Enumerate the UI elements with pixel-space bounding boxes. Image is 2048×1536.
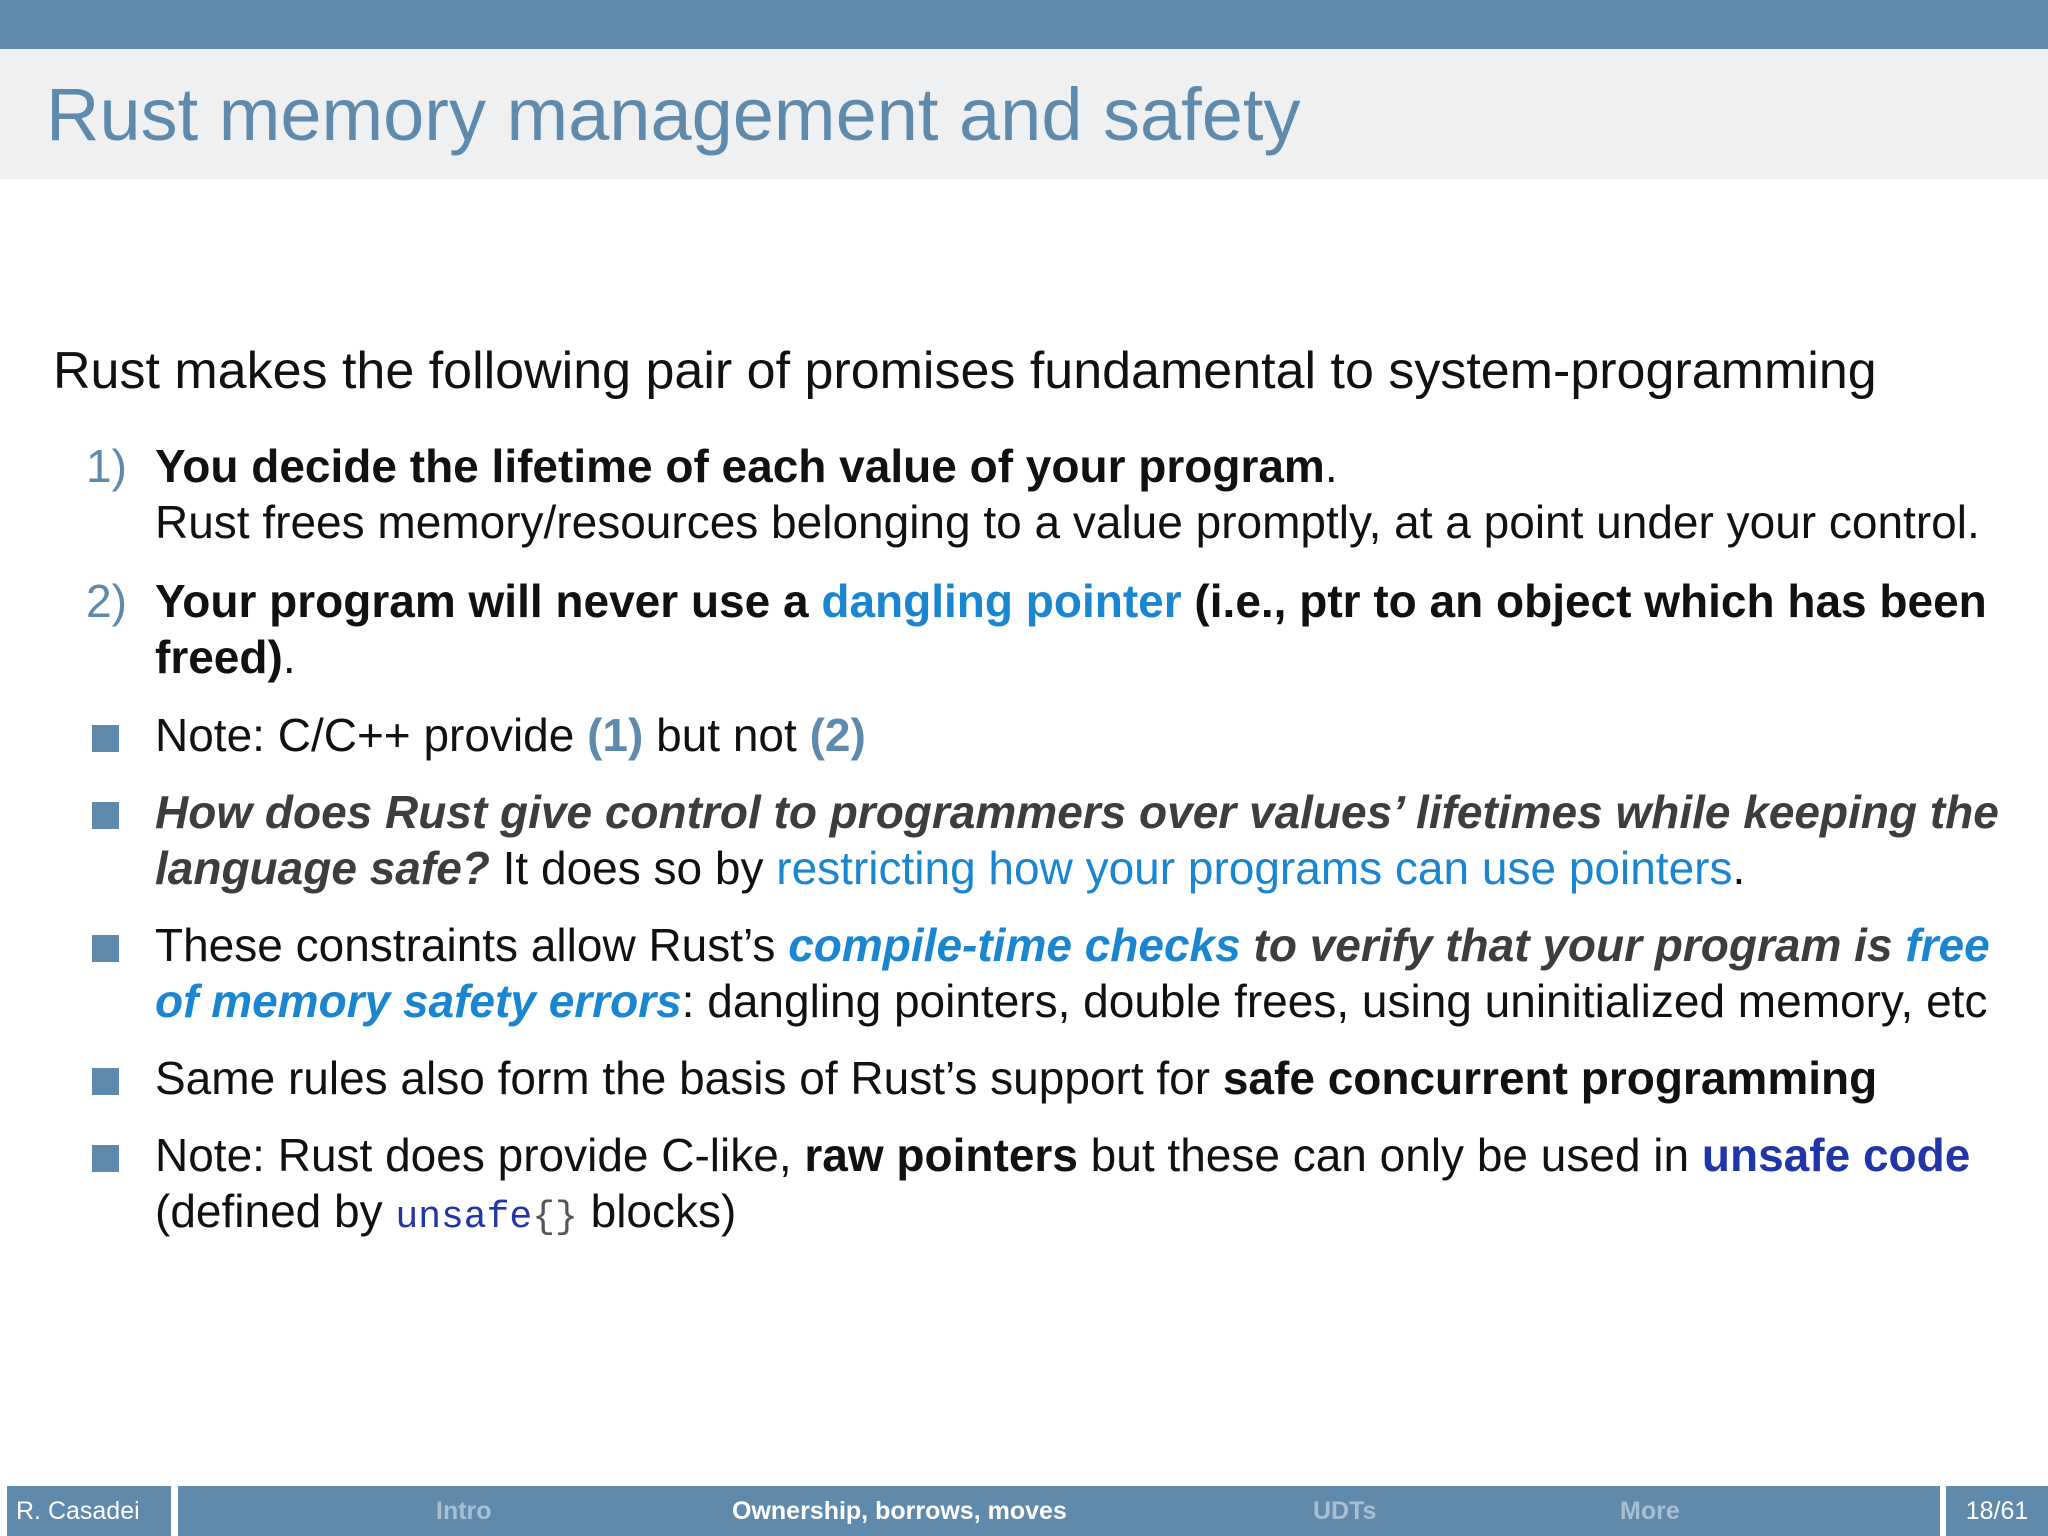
bullet-square-icon [92, 935, 119, 962]
nav-section-intro[interactable]: Intro [436, 1497, 492, 1525]
item-text [155, 1050, 2015, 1106]
highlight: free of memory safety errors [155, 919, 1990, 1027]
text-run: These constraints allow Rust’s [155, 919, 789, 971]
item-text [155, 1127, 2015, 1246]
emphasis: to verify that your program is [1240, 919, 1906, 971]
text-run: Note: Rust does provide C-like, [155, 1129, 805, 1181]
bullet-square-icon [92, 1145, 119, 1172]
page-number: 18/61 [1946, 1486, 2048, 1536]
reference: (2) [809, 709, 866, 761]
item-number: 2) [86, 575, 127, 627]
bullet-square-icon [92, 802, 119, 829]
top-band [0, 0, 2048, 49]
nav-section-more[interactable]: More [1620, 1497, 1680, 1525]
text-run: blocks) [577, 1185, 737, 1237]
text-run: : dangling pointers, double frees, using uninitialized memory, etc [681, 975, 1988, 1027]
highlight: restricting how your programs can use pointers [776, 842, 1733, 894]
text-run: . [1324, 440, 1338, 492]
text-run: It does so by [489, 842, 777, 894]
emphasis: safe concurrent programming [1222, 1052, 1878, 1104]
footer-author: R. Casadei [7, 1486, 171, 1536]
text-run: . [1732, 842, 1746, 894]
reference: (1) [587, 709, 644, 761]
emphasis: Your program will never use a [155, 575, 822, 627]
highlight: unsafe code [1701, 1129, 1971, 1181]
emphasis: (i.e., ptr to an object which has been freed) [155, 575, 1987, 683]
item-number: 1) [86, 440, 127, 492]
text-run: Rust frees memory/resources belonging to a value promptly, at a point under your control. [155, 496, 1980, 548]
highlight: dangling pointer [821, 575, 1182, 627]
section-nav [178, 1486, 1940, 1536]
nav-section-ownership[interactable]: Ownership, borrows, moves [732, 1497, 1067, 1525]
highlight: compile-time checks [788, 919, 1241, 971]
text-run: (defined by [155, 1185, 396, 1237]
bullet-square-icon [92, 1068, 119, 1095]
question: How does Rust give control to programmers over values’ lifetimes while keeping the language safe? [155, 786, 1999, 894]
code-snippet [395, 1196, 577, 1239]
text-run: Note: C/C++ provide [155, 709, 588, 761]
item-text [155, 784, 2015, 896]
emphasis: raw pointers [804, 1129, 1078, 1181]
intro-text: Rust makes the following pair of promises fundamental to system-programming [53, 342, 1877, 400]
emphasis: You decide the lifetime of each value of your program [155, 440, 1325, 492]
text-run: but not [643, 709, 810, 761]
text-run: but these can only be used in [1077, 1129, 1702, 1181]
item-text [155, 573, 2015, 685]
item-text [155, 707, 2015, 763]
footer [0, 1484, 2048, 1536]
bullet-square-icon [92, 725, 119, 752]
slide-title: Rust memory management and safety [46, 73, 1301, 156]
item-text [155, 917, 2015, 1029]
nav-section-udts[interactable]: UDTs [1313, 1497, 1377, 1525]
item-text [155, 438, 2015, 550]
text-run: Same rules also form the basis of Rust’s support for [155, 1052, 1223, 1104]
text-run: . [282, 631, 296, 683]
code-braces: {} [532, 1196, 578, 1239]
code-keyword: unsafe [395, 1196, 533, 1239]
